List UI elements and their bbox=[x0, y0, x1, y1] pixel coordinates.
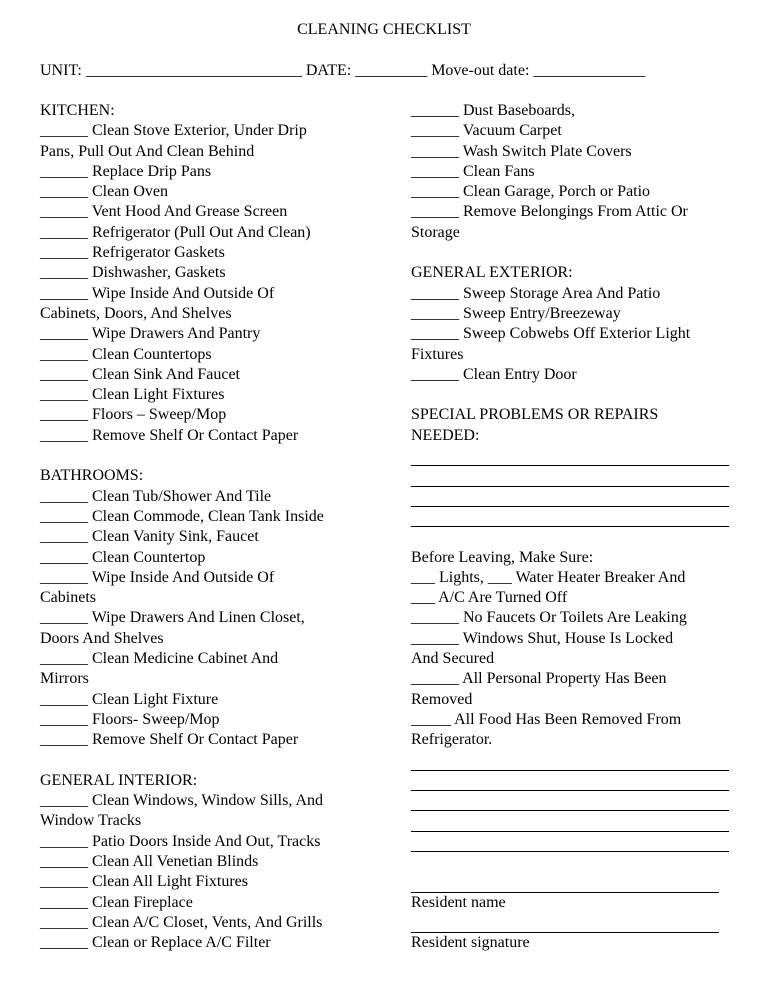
checklist-item[interactable]: ______ Vacuum Carpet bbox=[411, 122, 562, 140]
checklist-item: Fixtures bbox=[411, 345, 464, 363]
checklist-item[interactable]: ______ Sweep Cobwebs Off Exterior Light bbox=[411, 325, 691, 343]
checklist-item[interactable]: ______ Clean Fireplace bbox=[40, 893, 193, 911]
checklist-item[interactable]: ______ Replace Drip Pans bbox=[40, 162, 212, 180]
header-fields bbox=[40, 61, 645, 81]
before-leaving-heading: Before Leaving, Make Sure: bbox=[411, 548, 594, 566]
notes-line[interactable] bbox=[411, 771, 729, 791]
exterior-heading: GENERAL EXTERIOR: bbox=[411, 264, 573, 282]
checklist-item[interactable]: ______ Sweep Entry/Breezeway bbox=[411, 304, 621, 322]
date-field[interactable]: DATE: _________ bbox=[305, 62, 428, 79]
right-column bbox=[411, 101, 741, 953]
checklist-item[interactable]: ______ Remove Belongings From Attic Or bbox=[411, 203, 688, 221]
interior-heading: GENERAL INTERIOR: bbox=[40, 771, 198, 789]
checklist-item[interactable]: ______ Wash Switch Plate Covers bbox=[411, 142, 632, 160]
checklist-item[interactable]: ______ Clean Entry Door bbox=[411, 365, 577, 383]
checklist-item: Pans, Pull Out And Clean Behind bbox=[40, 142, 255, 160]
checklist-item[interactable]: ______ Vent Hood And Grease Screen bbox=[40, 203, 288, 221]
checklist-item[interactable]: ______ Clean Tub/Shower And Tile bbox=[40, 487, 272, 505]
notes-line[interactable] bbox=[411, 811, 729, 831]
notes-line[interactable] bbox=[411, 791, 729, 811]
checklist-item[interactable]: ______ Clean Garage, Porch or Patio bbox=[411, 183, 651, 201]
bathrooms-heading: BATHROOMS: bbox=[40, 467, 144, 485]
checklist-item[interactable]: ______ Clean Sink And Faucet bbox=[40, 365, 240, 383]
checklist-item[interactable]: ______ Refrigerator (Pull Out And Clean) bbox=[40, 223, 311, 241]
checklist-item[interactable]: ______ Remove Shelf Or Contact Paper bbox=[40, 731, 299, 749]
checklist-item[interactable]: ______ Wipe Inside And Outside Of bbox=[40, 284, 275, 302]
resident-signature-line[interactable] bbox=[411, 913, 719, 933]
checklist-item[interactable]: ______ Clean All Light Fixtures bbox=[40, 873, 248, 891]
checklist-item: Removed bbox=[411, 690, 473, 708]
checklist-item[interactable]: ______ Clean Light Fixture bbox=[40, 690, 219, 708]
kitchen-heading: KITCHEN: bbox=[40, 102, 115, 119]
interior-continued-list bbox=[411, 101, 741, 243]
checklist-item[interactable]: ______ Floors – Sweep/Mop bbox=[40, 406, 227, 424]
checklist-item: Cabinets bbox=[40, 589, 96, 607]
kitchen-list bbox=[40, 121, 380, 446]
checklist-item: Cabinets, Doors, And Shelves bbox=[40, 304, 232, 322]
resident-name-label: Resident name bbox=[411, 893, 506, 911]
checklist-item[interactable]: _____ All Food Has Been Removed From bbox=[411, 710, 682, 728]
checklist-item[interactable]: ______ Clean Medicine Cabinet And bbox=[40, 650, 279, 668]
checklist-item: Mirrors bbox=[40, 670, 89, 688]
checklist-item[interactable]: ______ Clean All Venetian Blinds bbox=[40, 852, 259, 870]
special-problems-heading: SPECIAL PROBLEMS OR REPAIRS bbox=[411, 406, 659, 424]
repairs-line[interactable] bbox=[411, 507, 729, 527]
before-leaving-list bbox=[411, 568, 741, 751]
checklist-item[interactable]: ______ Refrigerator Gaskets bbox=[40, 244, 225, 262]
checklist-item[interactable]: ______ Dishwasher, Gaskets bbox=[40, 264, 226, 282]
checklist-item[interactable]: ______ Remove Shelf Or Contact Paper bbox=[40, 426, 299, 444]
checklist-item[interactable]: ______ Clean or Replace A/C Filter bbox=[40, 934, 271, 952]
checklist-item[interactable]: ______ Wipe Inside And Outside Of bbox=[40, 568, 275, 586]
checklist-item: Window Tracks bbox=[40, 812, 142, 830]
checklist-item: Storage bbox=[411, 223, 460, 241]
checklist-item: Doors And Shelves bbox=[40, 629, 164, 647]
checklist-item[interactable]: ______ Patio Doors Inside And Out, Tracks bbox=[40, 832, 321, 850]
repairs-line[interactable] bbox=[411, 487, 729, 507]
checklist-item[interactable]: ______ Clean Commode, Clean Tank Inside bbox=[40, 507, 324, 525]
checklist-item[interactable]: ______ Clean Countertop bbox=[40, 548, 206, 566]
checklist-item[interactable]: ______ Floors- Sweep/Mop bbox=[40, 710, 220, 728]
checklist-item[interactable]: ______ Wipe Drawers And Linen Closet, bbox=[40, 609, 305, 627]
checklist-item[interactable]: ______ No Faucets Or Toilets Are Leaking bbox=[411, 609, 687, 627]
checklist-item[interactable]: ______ Clean Stove Exterior, Under Drip bbox=[40, 122, 307, 140]
checklist-item[interactable]: ______ Clean Countertops bbox=[40, 345, 212, 363]
page-title: CLEANING CHECKLIST bbox=[297, 21, 471, 38]
left-column bbox=[40, 101, 380, 953]
resident-name-line[interactable] bbox=[411, 872, 719, 892]
checklist-item[interactable]: ______ Dust Baseboards, bbox=[411, 102, 575, 119]
repairs-line[interactable] bbox=[411, 446, 729, 466]
interior-list bbox=[40, 791, 380, 953]
checklist-item[interactable]: ______ All Personal Property Has Been bbox=[411, 670, 667, 688]
checklist-item[interactable]: ______ Clean A/C Closet, Vents, And Grills bbox=[40, 913, 323, 931]
checklist-item[interactable]: ______ Windows Shut, House Is Locked bbox=[411, 629, 674, 647]
unit-field[interactable]: UNIT: ___________________________ bbox=[40, 62, 302, 79]
moveout-date-field[interactable]: Move-out date: ______________ bbox=[431, 62, 646, 79]
checklist-item: Refrigerator. bbox=[411, 731, 493, 749]
checklist-item[interactable]: ______ Wipe Drawers And Pantry bbox=[40, 325, 261, 343]
bathrooms-list bbox=[40, 487, 380, 751]
checklist-item[interactable]: ______ Sweep Storage Area And Patio bbox=[411, 284, 661, 302]
notes-line[interactable] bbox=[411, 751, 729, 771]
repairs-line[interactable] bbox=[411, 466, 729, 486]
resident-signature-label: Resident signature bbox=[411, 934, 530, 952]
special-problems-heading-2: NEEDED: bbox=[411, 426, 480, 444]
checklist-item[interactable]: ______ Clean Light Fixtures bbox=[40, 386, 225, 404]
checklist-item[interactable]: ______ Clean Oven bbox=[40, 183, 168, 201]
checklist-item[interactable]: ___ A/C Are Turned Off bbox=[411, 589, 568, 607]
exterior-list bbox=[411, 284, 741, 385]
checklist-item: And Secured bbox=[411, 650, 495, 668]
checklist-item[interactable]: ______ Clean Fans bbox=[411, 162, 535, 180]
checklist-item[interactable]: ______ Clean Windows, Window Sills, And bbox=[40, 792, 324, 810]
checklist-item[interactable]: ___ Lights, ___ Water Heater Breaker And bbox=[411, 568, 686, 586]
checklist-item[interactable]: ______ Clean Vanity Sink, Faucet bbox=[40, 528, 259, 546]
notes-line[interactable] bbox=[411, 832, 729, 852]
